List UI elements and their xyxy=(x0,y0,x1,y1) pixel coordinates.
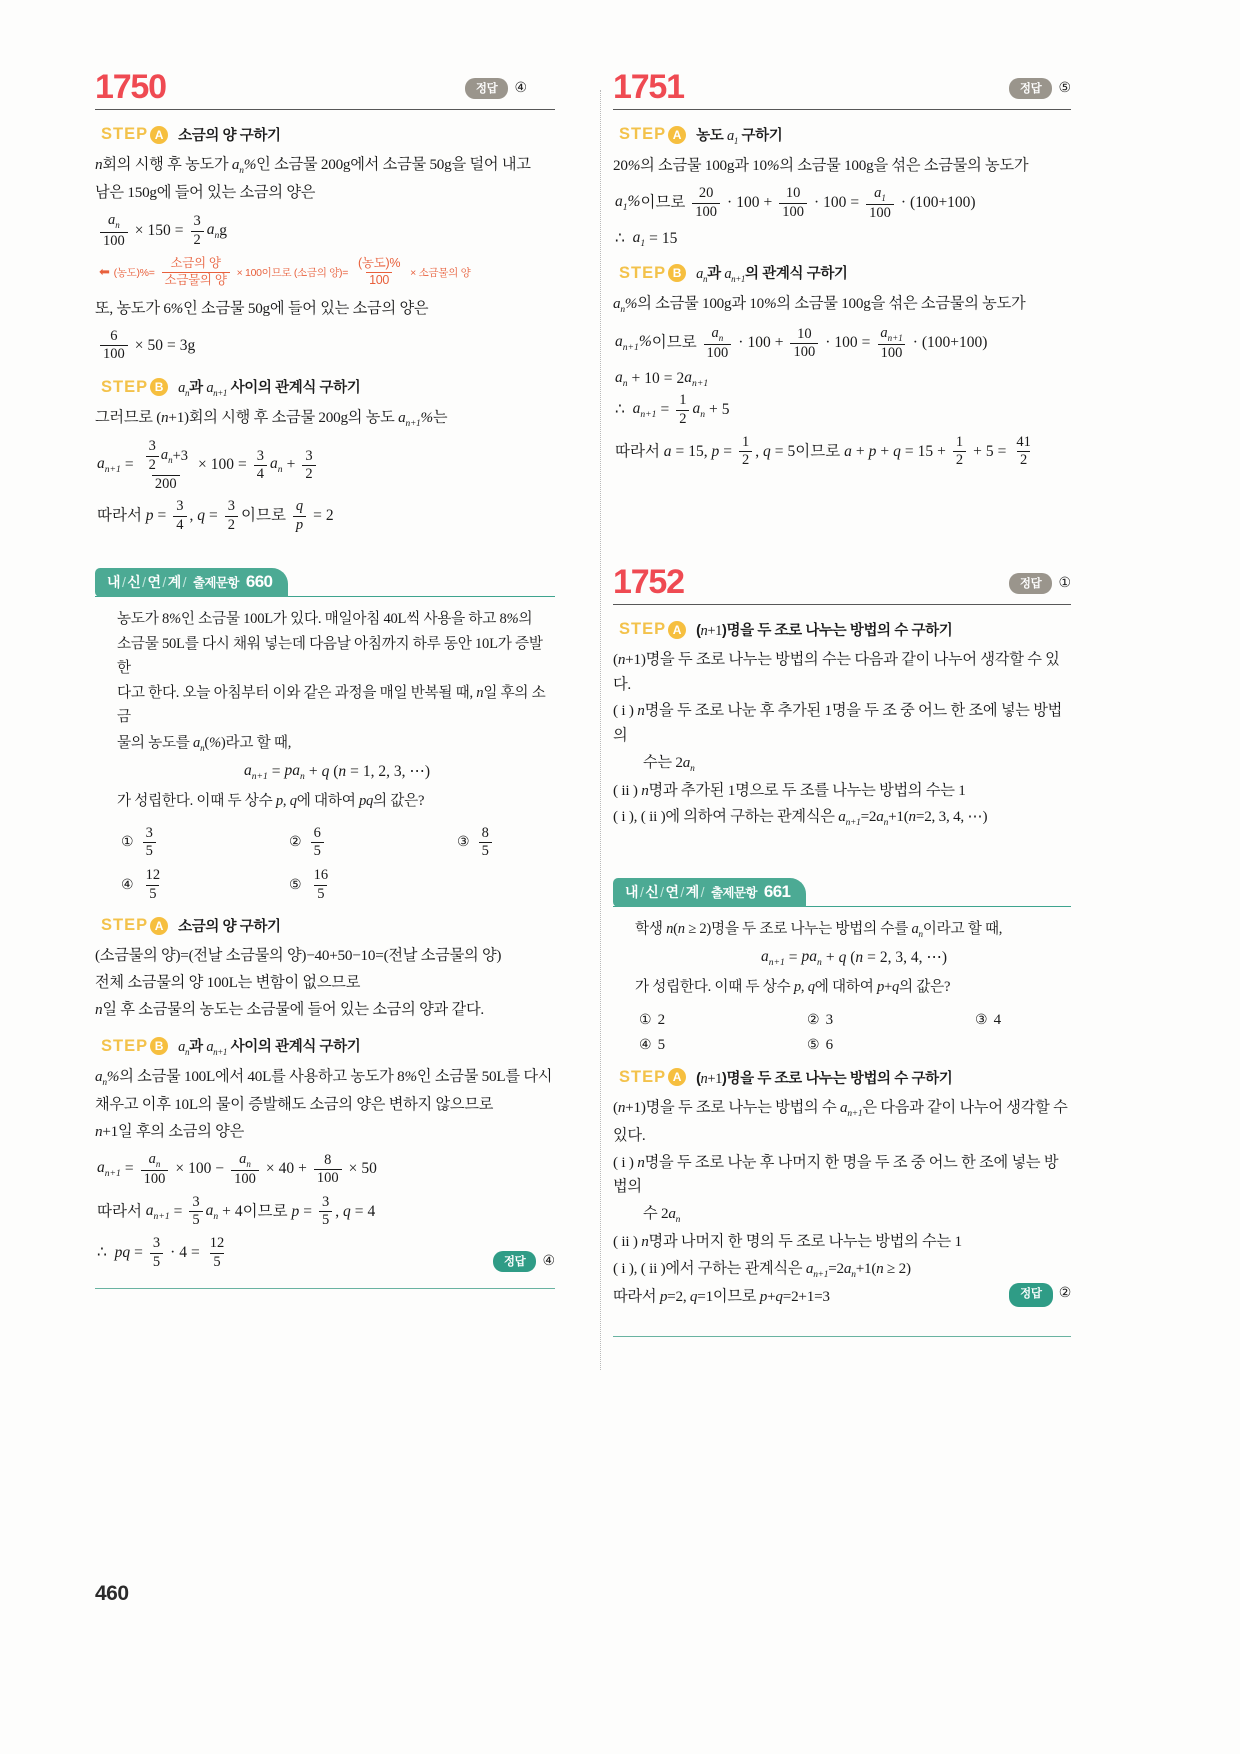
step-word: STEP xyxy=(101,1036,149,1055)
choice-value: 5 xyxy=(657,1036,666,1053)
solution-line: 수 $2a_n$ xyxy=(643,1204,681,1225)
choice-value-num: 3 xyxy=(145,824,153,841)
choice-value-num: 6 xyxy=(313,824,321,841)
solution-line: ( i ), ( ii )에서 구하는 관계식은 $a_{n+1}=2a_n+1(n \ge 2)$ xyxy=(613,1259,911,1280)
solution-line: 채우고 이후 10L의 물이 증발해도 소금의 양은 변하지 않으므로 xyxy=(95,1096,494,1114)
answer-badge xyxy=(465,78,527,99)
solution-line: 수는 $2a_n$ xyxy=(643,753,695,774)
answer-label: 정답 xyxy=(1009,1283,1053,1307)
choice-1[interactable] xyxy=(639,1012,807,1029)
choice-value-num: 16 xyxy=(313,866,329,883)
problem-header-1751 xyxy=(613,70,1071,110)
problem-number: 1751 xyxy=(613,68,684,106)
choice-5[interactable] xyxy=(289,868,457,902)
choice-row xyxy=(121,826,555,860)
question-equation: $a_{n+1}$ = $pa_n$ + q ( n = 2, 3, 4, ⋯) xyxy=(760,948,948,969)
step-badge: A xyxy=(668,621,686,639)
step-b-1750 xyxy=(101,376,555,398)
step-word: STEP xyxy=(101,125,149,143)
choice-number: ① xyxy=(639,1012,652,1028)
question-line: 농도가 8%인 소금물 100L가 있다. 매일아침 40L씩 사용을 하고 8%의 xyxy=(117,610,533,627)
step-word: STEP xyxy=(101,916,149,935)
step-a-661 xyxy=(619,1067,1071,1088)
solution-line: 20%의 소금물 100g과 10%의 소금물 100g을 섞은 소금물의 농도가 xyxy=(613,156,1029,174)
question-line: 가 성립한다. 이때 두 상수 p, q에 대하여 p+q의 값은? xyxy=(635,979,951,996)
solution-line: n+1일 후의 소금의 양은 xyxy=(95,1122,245,1140)
choice-number: ③ xyxy=(457,835,470,851)
question-line: 가 성립한다. 이때 두 상수 p, q에 대하여 pq의 값은? xyxy=(117,793,425,810)
equation: $a_1\%$ 이므로 $\frac{20}{100}$ · 100 + $\frac{10}{100}$ · 100 = $\frac{a_1}{100}$ · (100+100) xyxy=(615,184,976,222)
step-a-1751 xyxy=(619,124,1071,146)
choice-value: 6 xyxy=(825,1036,834,1053)
ns-char-2: 연 xyxy=(665,883,679,900)
header-rule xyxy=(613,109,1071,110)
section-rule xyxy=(613,1336,1071,1337)
choice-5[interactable] xyxy=(807,1037,975,1054)
answer-label: 정답 xyxy=(493,1251,537,1272)
choice-number: ① xyxy=(121,835,134,851)
ns-char-0: 내 xyxy=(107,573,120,590)
ns-tag-bar xyxy=(95,568,555,598)
choice-2[interactable] xyxy=(289,826,457,860)
step-title: $a_n$과 $a_{n+1}$ 사이의 관계식 구하기 xyxy=(178,1039,361,1058)
step-title: 소금의 양 구하기 xyxy=(178,919,281,936)
question-equation: $a_{n+1}$ = $pa_n$ + q ( n = 1, 2, 3, ⋯) xyxy=(243,762,431,783)
solution-line: ( i ) n명을 두 조로 나눈 후 추가된 1명을 두 조 중 어느 한 조에 넣는 방법의 xyxy=(613,702,1063,744)
equation: 따라서 p = $\frac{3}{4}$ , q = $\frac{3}{2}$ 이므로 $\frac{q}{p}$ = 2 xyxy=(97,498,334,533)
step-badge: B xyxy=(668,264,686,282)
equation: $a_{n+1}$ = $\frac{3}{2}$ $a_n$ +3 200 × 100 = $\frac{3}{4}$ $a_n$ + $\frac{3}{2}$ xyxy=(97,439,555,492)
solution-line: $a_n\%$의 소금물 100g과 10%의 소금물 100g을 섞은 소금물의 농도가 xyxy=(613,295,1026,316)
solution-line: 또, 농도가 6%인 소금물 50g에 들어 있는 소금의 양은 xyxy=(95,300,429,318)
problem-header-1750 xyxy=(95,70,555,110)
step-badge: A xyxy=(668,126,686,144)
step-word: STEP xyxy=(619,125,667,144)
ns-number: 661 xyxy=(763,881,791,901)
choice-value: 2 xyxy=(657,1011,666,1028)
step-title: 농도 $a_1$ 구하기 xyxy=(696,128,783,146)
page-number: 460 xyxy=(95,1582,129,1605)
choice-number: ④ xyxy=(121,877,134,893)
choice-value-num: 12 xyxy=(145,866,161,883)
step-badge: B xyxy=(150,1037,168,1055)
step-a-660 xyxy=(101,915,555,936)
choice-4[interactable] xyxy=(121,868,289,902)
answer-choice: ⑤ xyxy=(1058,81,1071,96)
ns-char-1: 신 xyxy=(127,573,141,590)
ns-tag: 내 / 신 / 연 / 계 / 출제문항 660 xyxy=(95,568,288,597)
concentration-formula-note: ⬅ (농도)%= $\frac{\text{소금의 양}}{\text{소금물의 양}}$ × 100이므로 (소금의 양)= $\frac{\text{(농도)\%}}{100}$ × 소금물의 양 xyxy=(99,256,471,287)
problem-number: 1752 xyxy=(613,563,684,602)
choice-list xyxy=(639,1012,1071,1054)
left-column xyxy=(95,70,583,1337)
step-badge: A xyxy=(150,917,168,935)
choice-value-den: 5 xyxy=(146,885,159,903)
solution-line: n회의 시행 후 농도가 $a_n\%$인 소금물 200g에서 소금물 50g을 덜어 내고 xyxy=(95,156,531,177)
ns-char-2: 연 xyxy=(147,573,161,590)
solution-line: 전체 소금물의 양 100L는 변함이 없으므로 xyxy=(95,973,361,991)
solution-line: (소금물의 양)=(전날 소금물의 양)−40+50−10=(전날 소금물의 양) xyxy=(95,947,502,965)
answer-badge xyxy=(1009,78,1071,99)
answer-badge xyxy=(493,1251,555,1272)
solution-line: 그러므로 (n+1)회의 시행 후 소금물 200g의 농도 $a_{n+1}\%$는 xyxy=(95,408,448,430)
choice-row xyxy=(121,868,555,902)
choice-2[interactable] xyxy=(807,1012,975,1029)
step-badge: A xyxy=(668,1068,686,1086)
solution-line: ( i ), ( ii )에 의하여 구하는 관계식은 $a_{n+1}=2a_n+1(n=2$, 3, 4, ⋯) xyxy=(613,808,988,829)
choice-value-den: 5 xyxy=(314,885,327,903)
question-line: 학생 n(n ≥ 2)명을 두 조로 나누는 방법의 수를 $a_n$이라고 할 때, xyxy=(635,920,1003,939)
choice-number: ⑤ xyxy=(289,877,302,893)
choice-number: ② xyxy=(289,835,302,851)
equation: $a_{n+1}\%$ 이므로 $\frac{a_n}{100}$ · 100 + $\frac{10}{100}$ · 100 = $\frac{a_{n+1}}{100}$ · (100+100) xyxy=(615,324,988,362)
choice-number: ⑤ xyxy=(807,1037,820,1053)
equation: $\frac{6}{100}$ × 50 = 3g xyxy=(97,329,555,363)
answer-badge xyxy=(1009,1283,1071,1307)
ns-question-body xyxy=(95,598,555,903)
problem-header-1752 xyxy=(613,565,1071,605)
ns-label: 출제문항 xyxy=(710,885,757,900)
right-column xyxy=(583,70,1071,1337)
ns-char-1: 신 xyxy=(645,883,659,900)
ns-char-3: 계 xyxy=(685,883,699,900)
step-a-1752 xyxy=(619,619,1071,640)
problem-number: 1750 xyxy=(95,68,166,106)
answer-choice: ④ xyxy=(542,1254,555,1270)
step-title: $a_n$과 $a_{n+1}$ 사이의 관계식 구하기 xyxy=(178,380,361,398)
solution-line: ( ii ) n명과 나머지 한 명의 두 조로 나누는 방법의 수는 1 xyxy=(613,1233,962,1251)
step-b-660 xyxy=(101,1035,555,1057)
ns-question-body xyxy=(613,908,1071,1054)
solution-line: n일 후 소금물의 농도는 소금물에 들어 있는 소금의 양과 같다. xyxy=(95,1000,484,1018)
answer-choice: ② xyxy=(1058,1286,1071,1302)
solution-line: ( i ) n명을 두 조로 나눈 후 나머지 한 명을 두 조 중 어느 한 조에 넣는 방법의 xyxy=(613,1153,1059,1196)
question-line: 다고 한다. 오늘 아침부터 이와 같은 과정을 매일 반복될 때, n일 후의 소금 xyxy=(117,685,546,726)
choice-value: 3 xyxy=(825,1011,834,1028)
header-rule xyxy=(613,604,1071,605)
solution-line: (n+1)명을 두 조로 나누는 방법의 수 $a_{n+1}$은 다음과 같이 나누어 생각할 수 xyxy=(613,1098,1068,1119)
step-a-1750 xyxy=(101,124,555,145)
two-column-layout xyxy=(95,70,1145,1337)
choice-value-den: 5 xyxy=(311,842,324,860)
question-line: 물의 농도를 $a_n(\%)$라고 할 때, xyxy=(117,734,292,753)
answer-label: 정답 xyxy=(1009,573,1053,594)
ns-char-3: 계 xyxy=(167,573,181,590)
equation: ∴ $a_{n+1}$ = $\frac{1}{2}$ $a_n$ + 5 xyxy=(615,392,730,428)
choice-value: 4 xyxy=(993,1011,1002,1028)
equation: 따라서 $a_{n+1}$ = $\frac{3}{5}$ $a_n$ + 4이므로 p = $\frac{3}{5}$ , q = 4 xyxy=(97,1193,376,1229)
step-title: (n+1)명을 두 조로 나누는 방법의 수 구하기 xyxy=(696,623,953,640)
step-word: STEP xyxy=(619,1067,667,1086)
section-rule xyxy=(95,1288,555,1289)
equation: $a_n$ + 10 = 2 $a_{n+1}$ xyxy=(615,368,709,389)
choice-number: ② xyxy=(807,1012,820,1028)
step-b-1751 xyxy=(619,262,1071,284)
ns-char-0: 내 xyxy=(625,883,638,900)
header-rule xyxy=(95,109,555,110)
equation: $\frac{a_n}{100}$ × 150 = $\frac{3}{2}$ $a_n$ g xyxy=(97,213,555,249)
ns-tag-bar xyxy=(613,878,1071,908)
choice-1[interactable] xyxy=(121,826,289,860)
choice-3[interactable] xyxy=(975,1012,1001,1029)
choice-row xyxy=(639,1012,1071,1029)
choice-row xyxy=(639,1037,1071,1054)
equation: $a_{n+1}$ = $\frac{a_n}{100}$ × 100 − $\frac{a_n}{100}$ × 40 + $\frac{8}{100}$ × 50 xyxy=(97,1150,377,1188)
choice-number: ④ xyxy=(639,1037,652,1053)
step-title: (n+1)명을 두 조로 나누는 방법의 수 구하기 xyxy=(696,1070,953,1087)
choice-value-den: 5 xyxy=(143,842,156,860)
solution-line: (n+1)명을 두 조로 나누는 방법의 수는 다음과 같이 나누어 생각할 수 있다. xyxy=(613,651,1060,693)
answer-choice: ④ xyxy=(514,81,527,96)
solution-line: 따라서 p=2, q=1이므로 p+q=2+1=3 정답 ② xyxy=(613,1285,1071,1310)
ns-label: 출제문항 xyxy=(192,575,239,590)
solution-line: 남은 150g에 들어 있는 소금의 양은 xyxy=(95,184,316,202)
ns-number: 660 xyxy=(245,571,273,591)
ns-block-660 xyxy=(95,568,555,1290)
left-arrow-icon: ⬅ xyxy=(99,264,110,280)
choice-list xyxy=(121,826,555,903)
choice-value-den: 5 xyxy=(479,842,492,860)
equation: ∴ $a_1$ = 15 xyxy=(615,228,678,249)
answer-label: 정답 xyxy=(1009,78,1053,99)
step-badge: A xyxy=(150,126,168,144)
step-badge: B xyxy=(150,378,168,396)
choice-3[interactable] xyxy=(457,826,495,860)
step-word: STEP xyxy=(619,263,667,282)
solution-line: ( ii ) n명과 추가된 1명으로 두 조를 나누는 방법의 수는 1 xyxy=(613,781,966,799)
solution-line: $a_n\%$의 소금물 100L에서 40L를 사용하고 농도가 8%인 소금물 50L를 다시 xyxy=(95,1068,553,1089)
equation: 따라서 a = 15, p = $\frac{1}{2}$ , q = 5이므로 a + p + q = 15 + $\frac{1}{2}$ + 5 = $\frac{41}{2}$ xyxy=(615,433,1031,469)
step-word: STEP xyxy=(619,620,667,639)
step-title: $a_n$과 $a_{n+1}$의 관계식 구하기 xyxy=(696,266,848,285)
choice-value-num: 8 xyxy=(481,824,489,841)
step-word: STEP xyxy=(101,377,149,396)
choice-4[interactable] xyxy=(639,1037,807,1054)
step-title: 소금의 양 구하기 xyxy=(178,128,281,144)
column-divider xyxy=(600,90,601,1370)
question-line: 소금물 50L를 다시 채워 넣는데 다음날 아침까지 하루 동안 10L가 증발한 xyxy=(117,636,543,676)
answer-label: 정답 xyxy=(465,78,509,99)
ns-tag: 내 / 신 / 연 / 계 / 출제문항 661 xyxy=(613,878,806,907)
ns-block-661 xyxy=(613,878,1071,1337)
solution-line: 있다. xyxy=(613,1126,646,1144)
answer-badge xyxy=(1009,573,1071,594)
choice-number: ③ xyxy=(975,1012,988,1028)
equation: ∴ pq = $\frac{3}{5}$ · 4 = $\frac{12}{5}$ xyxy=(97,1235,225,1270)
answer-choice: ① xyxy=(1058,576,1071,592)
